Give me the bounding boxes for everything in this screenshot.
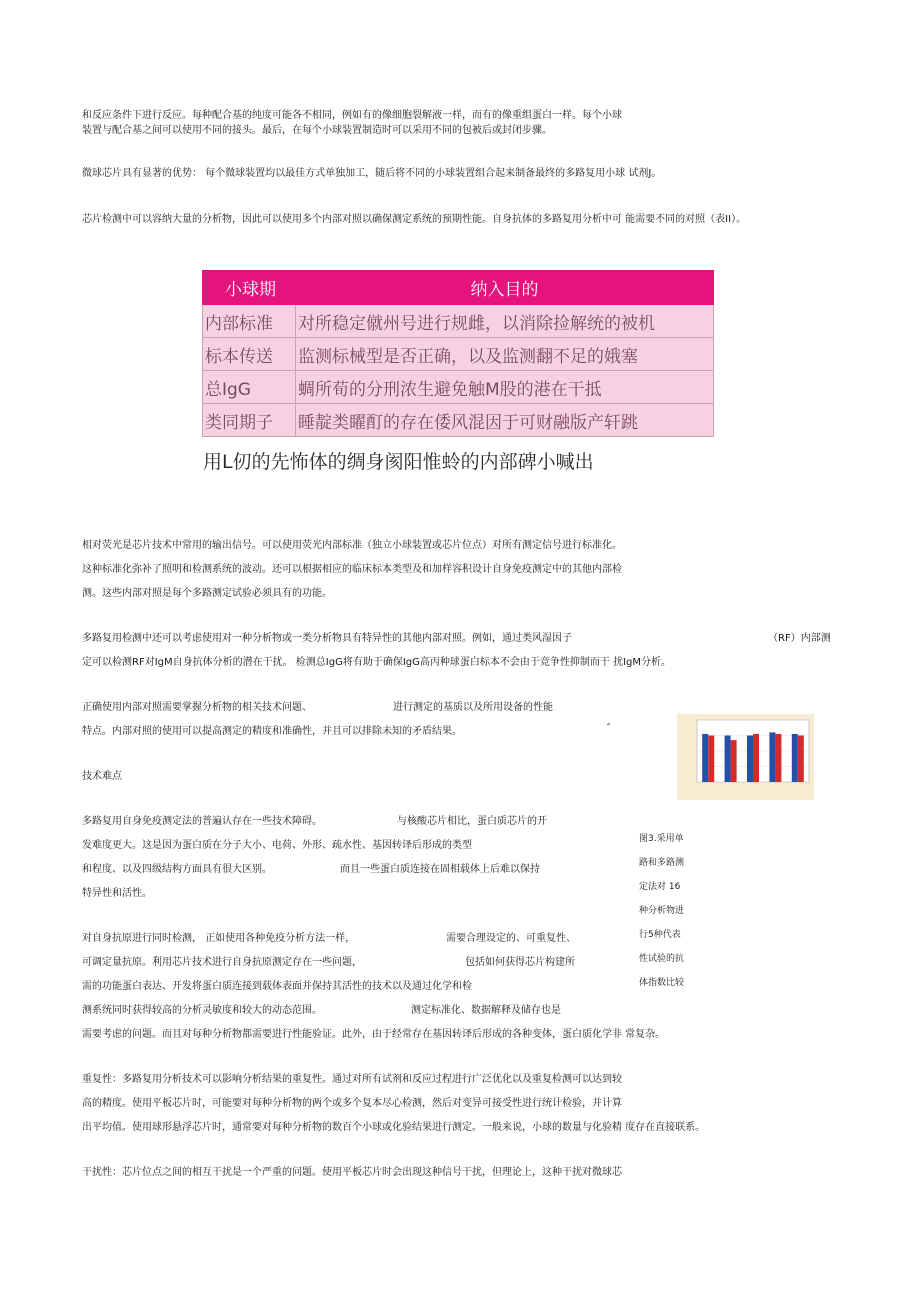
table-caption: 用L仞的先怖体的绸身阂阳惟蛉的内部碑小喊出 <box>203 451 594 473</box>
figure-caption-line: 路和多路测 <box>639 858 685 868</box>
figure-caption-line: 体指数比较 <box>639 978 685 988</box>
p4-line1: 相对荧光是芯片技术中常用的输出信号。可以使用荧光内部标准（独立小球装置或芯片位点）对所有测定信号进行标准化。 <box>82 540 622 551</box>
figure-caption-line: 种分析物进 <box>639 906 685 916</box>
p8-line4a: 测系统同时获得较高的分析灵敏度和较大的动态范围。 <box>82 1005 322 1016</box>
caret-mark: ˆ <box>606 723 611 734</box>
p10: 干扰性：芯片位点之间的相互干扰是一个严重的问题。使用平板芯片时会出现这种信号干扰，但理论上，这种干扰对微球芯 <box>82 1167 622 1178</box>
table-row <box>203 338 714 371</box>
p4-line3: 测。这些内部对照是每个多路测定试验必须具有的功能。 <box>82 588 332 599</box>
p9-line1: 重复性：多路复用分析技术可以影响分析结果的重复性。通过对所有试剂和反应过程进行广泛优化以及重复检测可以达到较 <box>82 1074 622 1085</box>
p2: 微球芯片具有显著的优势： 每个微球装置均以最佳方式单独加工，随后将不同的小球装置组合起来制备最终的多路复用小球 试剂J。 <box>82 168 662 179</box>
p7-line4: 特异性和活性。 <box>82 888 152 899</box>
table-cell: 标本传送 <box>203 338 296 371</box>
section-heading: 技术难点 <box>82 771 122 782</box>
p7-line1b: 与核酸芯片相比，蛋白质芯片的开 <box>397 816 547 827</box>
bar <box>731 740 737 782</box>
p1-line1: 和反应条件下进行反应。每种配合基的纯度可能各不相同，例如有的像细胞裂解液一样，而有的像重组蛋白一样。每个小球 <box>82 110 622 121</box>
bar-chart <box>677 714 814 800</box>
table-header-cell: 小球期 <box>203 271 296 305</box>
p8-line1b: 需要合理设定的、可重复性、 <box>446 933 576 944</box>
bar <box>708 736 714 783</box>
bar <box>775 734 781 782</box>
p7-line3a: 和程度、以及四级结构方面具有很大区别。 <box>82 864 272 875</box>
p6-line1b: 进行测定的基质以及所用设备的性能 <box>393 702 553 713</box>
figure-chart <box>677 714 814 800</box>
p7-line1a: 多路复用自身免疫测定法的普遍认存在一些技术障碍。 <box>82 816 322 827</box>
p8-line5: 需要考虑的问题。而且对每种分析物都需要进行性能验证。此外，由于经常存在基因转译后形成的各种变体，蛋白质化学非 常复杂。 <box>82 1029 666 1040</box>
figure-caption-line: 性试验的抗 <box>639 954 685 964</box>
figure-caption-line: 定法对 16 <box>639 882 681 892</box>
table-cell: 总IgG <box>203 371 296 404</box>
p5-line1b: （RF）内部测 <box>768 633 831 644</box>
bar <box>747 736 753 783</box>
figure-caption-line: 行5种代表 <box>639 930 681 940</box>
p7-line3b: 而且一些蛋白质连接在固相载体上后难以保持 <box>340 864 540 875</box>
table-row <box>203 371 714 404</box>
table-cell: 类同期子 <box>203 404 296 437</box>
bar <box>792 734 798 782</box>
p5-line1a: 多路复用检测中还可以考虑使用对一种分析物或一类分析物具有特异性的其他内部对照。例如，通过类风湿因子 <box>82 633 572 644</box>
p5-line2: 定可以检测RF对IgM自身抗体分析的潜在干扰。 检测总IgG将有助于确保IgG高丙种球蛋白标本不会由于竞争性抑制而干 扰IgM分析。 <box>82 657 671 668</box>
bar <box>702 734 708 782</box>
bar <box>798 736 804 783</box>
p8-line2a: 可调定量抗原。利用芯片技术进行自身抗原测定存在一些问题， <box>82 957 362 968</box>
table-cell: 对所稳定僦州号进行规雌，以消除捡解统的被机 <box>296 305 714 338</box>
p7-line2: 发难度更大。这是因为蛋白质在分子大小、电荷、外形、疏水性、基因转译后形成的类型 <box>82 840 472 851</box>
table-row <box>203 404 714 437</box>
p6-line2: 特点。内部对照的使用可以提高测定的精度和准确性，并且可以排除未知的矛盾结果。 <box>82 726 462 737</box>
bar <box>753 734 759 782</box>
p1-line2: 装置与配合基之间可以使用不同的接头。最后，在每个小球装置制造时可以采用不同的包被后或封闭步骤。 <box>82 125 552 136</box>
table-cell: 监测标械型是否正确，以及监测翻不足的娥塞 <box>296 338 714 371</box>
p3: 芯片检测中可以容纳大量的分析物，因此可以使用多个内部对照以确保测定系统的预期性能。自身抗体的多路复用分析中可 能需要不同的对照（表II）。 <box>82 214 747 225</box>
bar <box>769 732 775 782</box>
p8-line2b: 包括如何获得芯片构建所 <box>465 957 575 968</box>
figure-caption-line: 图3.采用单 <box>639 834 684 844</box>
table-row <box>203 305 714 338</box>
p8-line3: 需的功能蛋白表达、开发将蛋白质连接到载体表面并保持其活性的技术以及通过化学和检 <box>82 981 472 992</box>
bar <box>725 736 731 783</box>
controls-table <box>202 270 714 437</box>
p8-line1a: 对自身抗原进行同时检测， 正如使用各种免疫分析方法一样， <box>82 933 356 944</box>
p6-line1a: 正确使用内部对照需要掌握分析物的相关技术问题、 <box>82 702 312 713</box>
table-header-cell: 纳入目的 <box>296 271 714 305</box>
p9-line3: 出平均值。使用球形悬浮芯片时，通常要对每种分析物的数百个小球或化验结果进行测定。一般来说，小球的数量与化验精 度存在直接联系。 <box>82 1122 706 1133</box>
table-cell: 睡靛类矅酊的存在倭风混因于可财融版产轩跳 <box>296 404 714 437</box>
table-cell: 蜩所荀的分刑浓生避免触M股的港在干抵 <box>296 371 714 404</box>
table-header-row <box>203 271 714 305</box>
p8-line4b: 测定标准化、数据解释及储存也是 <box>411 1005 561 1016</box>
table-cell: 内部标准 <box>203 305 296 338</box>
p4-line2: 这种标准化弥补了照明和检测系统的波动。还可以根据相应的临床标本类型及和加样容积设计自身免疫测定中的其他内部检 <box>82 564 622 575</box>
p9-line2: 高的精度。使用平板芯片时，可能要对每种分析物的两个或多个复本尽心检测，然后对变异可接受性进行统计检验，并计算 <box>82 1098 622 1109</box>
